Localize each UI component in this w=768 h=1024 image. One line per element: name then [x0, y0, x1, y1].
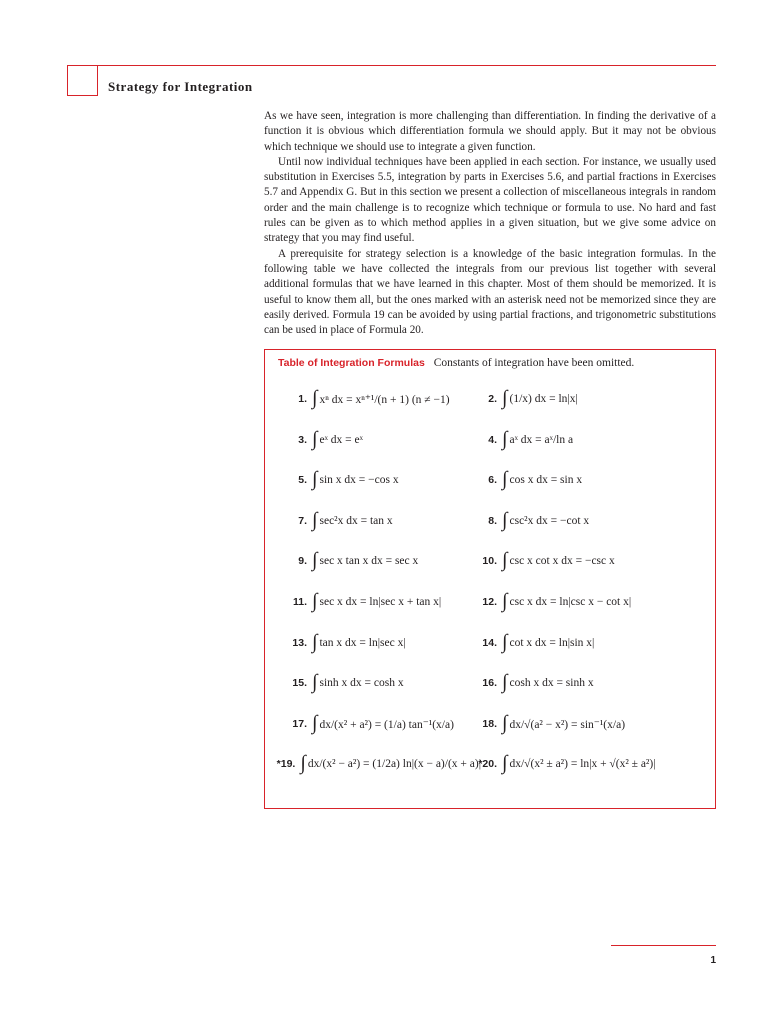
formula-number: 11. [292, 596, 307, 608]
formula-number: 13. [292, 636, 307, 649]
paragraph-2: Until now individual techniques have been applied in each section. For instance, we usually used substitution in Exercises 5.5, integration by parts in Exercises 5.6, and partial fractions in Exercises 5.7 and Appendix G. But in this section we present a collection of miscellaneous integrals in random order and the main challenge is to recognize which technique or formula to use. No hard and fast rules can be given as to which method applies in a given situation, but we give some advice on strategy that you may find useful. [264, 155, 716, 245]
integral-sign-icon: ∫ [312, 387, 318, 409]
paragraph-3: A prerequisite for strategy selection is a knowledge of the basic integration formulas. In the following table we have collected the integrals from our previous list together with several additional formulas that we have learned in this chapter. Most of them should be memorized. It is useful to know them all, but the ones marked with an asterisk need not be memorized since they are easily derived. Formula 19 can be avoided by using partial fractions, and trigonometric substitutions can be used in place of Formula 20. [264, 247, 716, 337]
formula-expression: dx/√(a² − x²) = sin⁻¹(x/a) [509, 718, 626, 731]
formula-item [461, 501, 711, 541]
formula-item [461, 744, 711, 784]
formula-expression: sinh x dx = cosh x [319, 677, 404, 690]
formula-item [271, 582, 481, 622]
formula-item [271, 501, 481, 541]
integral-sign-icon: ∫ [502, 752, 508, 775]
formula-item [461, 379, 711, 419]
formula-expression: cosh x dx = sinh x [509, 677, 594, 690]
formula-expression: sin x dx = −cos x [319, 474, 399, 487]
formula-expression: tan x dx = ln|sec x| [319, 636, 406, 649]
formula-number: 17. [292, 717, 307, 730]
formula-number: 15. [292, 677, 307, 690]
formula-number: 7. [298, 514, 307, 527]
intro-text [264, 109, 716, 338]
formula-expression: xⁿ dx = xⁿ⁺¹/(n + 1) (n ≠ −1) [319, 394, 450, 406]
formula-item [271, 420, 481, 460]
formula-item [461, 704, 711, 744]
formula-number: 2. [488, 393, 497, 405]
formula-number: 8. [488, 514, 497, 527]
formula-number: 18. [482, 717, 497, 730]
formula-expression: sec²x dx = tan x [319, 514, 393, 527]
page-number: 1 [710, 955, 716, 966]
formula-expression: csc²x dx = −cot x [509, 514, 590, 527]
formula-number: 6. [488, 474, 497, 487]
formula-number: *20. [478, 758, 497, 771]
paragraph-1: As we have seen, integration is more challenging than differentiation. In finding the derivative of a function it is obvious which differentiation formula we should apply. But it may not be obvious which technique we should use to integrate a given function. [264, 110, 716, 153]
formula-number: *19. [276, 758, 296, 771]
integral-sign-icon: ∫ [312, 590, 318, 612]
integral-sign-icon: ∫ [502, 387, 508, 409]
formula-number: 10. [482, 555, 497, 568]
formula-item [271, 704, 481, 744]
integral-sign-icon: ∫ [312, 427, 318, 450]
formula-item [461, 420, 711, 460]
formula-expression: aˣ dx = aˣ/ln a [509, 433, 574, 446]
formula-item [271, 744, 481, 784]
section-title: Strategy for Integration [108, 79, 253, 94]
integral-sign-icon: ∫ [502, 427, 508, 450]
formula-item [271, 623, 481, 663]
formula-expression: cos x dx = sin x [509, 474, 583, 487]
integral-sign-icon: ∫ [312, 549, 318, 572]
section-marker-box [67, 65, 98, 96]
formula-number: 16. [482, 677, 497, 690]
formula-item [461, 663, 711, 703]
table-note: Constants of integration have been omitted. [433, 357, 635, 369]
integral-sign-icon: ∫ [312, 508, 318, 531]
formula-item [461, 582, 711, 622]
integral-sign-icon: ∫ [312, 468, 318, 491]
formula-number: 1. [298, 393, 307, 405]
formula-item [271, 379, 481, 419]
table-caption [278, 357, 634, 369]
formula-expression: sec x dx = ln|sec x + tan x| [319, 596, 442, 608]
formula-expression: dx/(x² − a²) = (1/2a) ln|(x − a)/(x + a)| [307, 758, 481, 771]
formula-item [461, 623, 711, 663]
top-rule [67, 65, 716, 66]
integration-formulas-table [264, 349, 716, 809]
formula-item [461, 541, 711, 581]
formula-expression: dx/(x² + a²) = (1/a) tan⁻¹(x/a) [319, 718, 454, 731]
formula-number: 4. [488, 433, 497, 446]
formula-expression: cot x dx = ln|sin x| [509, 636, 595, 649]
formula-expression: sec x tan x dx = sec x [319, 555, 419, 568]
integral-sign-icon: ∫ [312, 630, 318, 653]
footer-rule [611, 945, 716, 946]
formula-expression: dx/√(x² ± a²) = ln|x + √(x² ± a²)| [509, 758, 656, 771]
integral-sign-icon: ∫ [502, 671, 508, 694]
integral-sign-icon: ∫ [300, 752, 306, 775]
formula-item [271, 460, 481, 500]
formula-item [271, 541, 481, 581]
formula-expression: (1/x) dx = ln|x| [509, 393, 578, 405]
integral-sign-icon: ∫ [502, 630, 508, 653]
formula-number: 9. [298, 555, 307, 568]
integral-sign-icon: ∫ [502, 590, 508, 612]
formula-number: 5. [298, 474, 307, 487]
integral-sign-icon: ∫ [312, 711, 318, 734]
integral-sign-icon: ∫ [502, 711, 508, 734]
formula-item [271, 663, 481, 703]
formula-expression: csc x cot x dx = −csc x [509, 555, 615, 568]
formula-number: 14. [482, 636, 497, 649]
formula-number: 3. [298, 433, 307, 446]
table-title: Table of Integration Formulas [278, 357, 425, 369]
integral-sign-icon: ∫ [312, 671, 318, 694]
integral-sign-icon: ∫ [502, 468, 508, 491]
formula-expression: eˣ dx = eˣ [319, 433, 363, 446]
formula-item [461, 460, 711, 500]
integral-sign-icon: ∫ [502, 549, 508, 572]
formula-number: 12. [482, 596, 497, 608]
integral-sign-icon: ∫ [502, 508, 508, 531]
formula-expression: csc x dx = ln|csc x − cot x| [509, 596, 632, 608]
